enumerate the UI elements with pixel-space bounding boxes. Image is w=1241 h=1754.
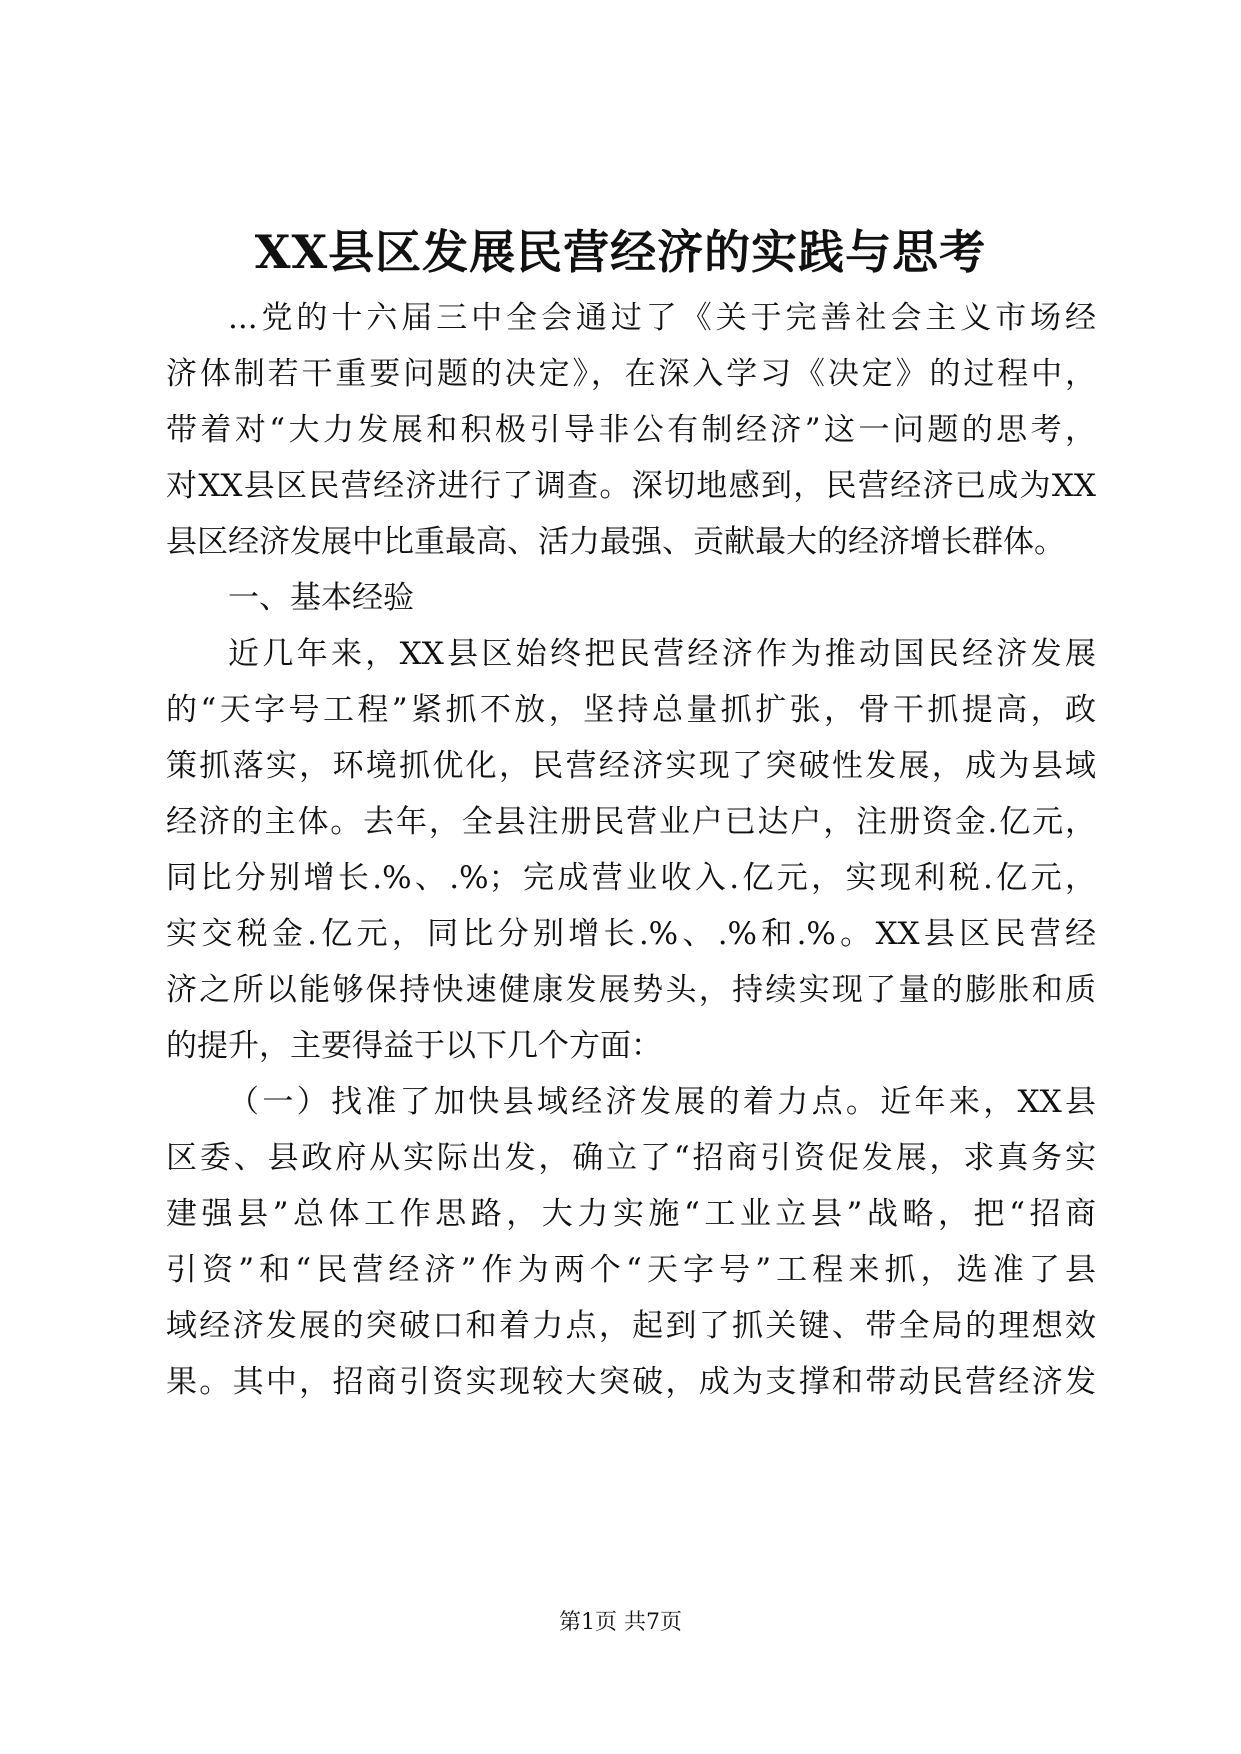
- body-line: 近几年来，XX县区始终把民营经济作为推动国民经济发展: [228, 636, 1096, 672]
- body-line: 同比分别增长.%、.%；完成营业收入.亿元，实现利税.亿元，: [166, 860, 1096, 896]
- body-line: 县区经济发展中比重最高、活力最强、贡献最大的经济增长群体。: [166, 524, 1065, 560]
- body-line: ...党的十六届三中全会通过了《关于完善社会主义市场经: [228, 300, 1096, 336]
- body-line: 域经济发展的突破口和着力点，起到了抓关键、带全局的理想效: [166, 1308, 1096, 1344]
- body-line: 的“天字号工程”紧抓不放，坚持总量抓扩张，骨干抓提高，政: [166, 692, 1096, 728]
- body-line: 果。其中，招商引资实现较大突破，成为支撑和带动民营经济发: [166, 1364, 1096, 1400]
- body-line: 实交税金.亿元，同比分别增长.%、.%和.%。XX县区民营经: [166, 916, 1096, 952]
- body-line: 带着对“大力发展和积极引导非公有制经济”这一问题的思考，: [166, 412, 1096, 448]
- body-line: 的提升，主要得益于以下几个方面：: [166, 1028, 662, 1064]
- body-line: 对XX县区民营经济进行了调查。深切地感到，民营经济已成为XX: [166, 468, 1096, 504]
- document-body: [166, 290, 1096, 1410]
- section-heading: 一、基本经验: [228, 580, 414, 616]
- subsection-line: （一）找准了加快县域经济发展的着力点。近年来，XX县: [228, 1084, 1096, 1120]
- body-line: 区委、县政府从实际出发，确立了“招商引资促发展，求真务实: [166, 1140, 1096, 1176]
- body-line: 建强县”总体工作思路，大力实施“工业立县”战略，把“招商: [166, 1196, 1096, 1232]
- page-footer: 第1页 共7页: [559, 1610, 682, 1635]
- body-line: 经济的主体。去年，全县注册民营业户已达户，注册资金.亿元，: [166, 804, 1096, 840]
- body-line: 策抓落实，环境抓优化，民营经济实现了突破性发展，成为县域: [166, 748, 1096, 784]
- document-title: XX县区发展民营经济的实践与思考: [254, 225, 987, 279]
- body-line: 引资”和“民营经济”作为两个“天字号”工程来抓，选准了县: [166, 1252, 1096, 1288]
- body-line: 济之所以能够保持快速健康发展势头，持续实现了量的膨胀和质: [166, 972, 1096, 1008]
- body-line: 济体制若干重要问题的决定》，在深入学习《决定》的过程中，: [166, 356, 1096, 392]
